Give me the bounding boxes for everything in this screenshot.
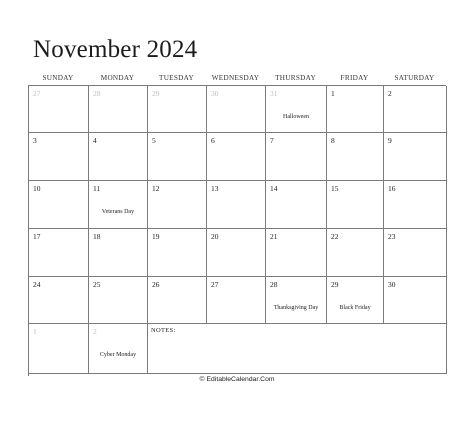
weekday-header-sunday: SUNDAY xyxy=(42,74,74,82)
day-number: 8 xyxy=(331,136,335,145)
footer-site-text: EditableCalendar.Com xyxy=(206,376,275,383)
day-number: 15 xyxy=(331,184,339,193)
day-number: 3 xyxy=(33,136,37,145)
day-number: 25 xyxy=(93,280,101,289)
day-cell xyxy=(384,277,447,324)
day-number: 14 xyxy=(270,184,278,193)
day-cell xyxy=(89,133,148,181)
day-cell xyxy=(327,181,384,229)
day-number: 12 xyxy=(152,184,160,193)
day-cell xyxy=(327,133,384,181)
day-cell xyxy=(207,181,266,229)
notes-area xyxy=(148,324,447,374)
day-number: 6 xyxy=(211,136,215,145)
day-number: 7 xyxy=(270,136,274,145)
day-number: 30 xyxy=(211,89,219,98)
day-cell xyxy=(89,324,148,374)
day-cell xyxy=(89,181,148,229)
day-cell xyxy=(266,133,327,181)
day-number: 30 xyxy=(388,280,396,289)
day-number: 19 xyxy=(152,232,160,241)
day-number: 27 xyxy=(211,280,219,289)
weekday-header-thursday: THURSDAY xyxy=(275,74,316,82)
day-cell xyxy=(384,181,447,229)
day-number: 1 xyxy=(33,327,37,336)
day-number: 31 xyxy=(270,89,278,98)
day-number: 20 xyxy=(211,232,219,241)
day-number: 10 xyxy=(33,184,41,193)
day-event-label: Cyber Monday xyxy=(99,352,137,358)
calendar-grid xyxy=(28,85,446,376)
day-number: 22 xyxy=(331,232,339,241)
day-number: 11 xyxy=(93,184,101,193)
day-number: 29 xyxy=(152,89,160,98)
day-cell xyxy=(266,277,327,324)
weekday-header-saturday: SATURDAY xyxy=(394,74,435,82)
day-number: 16 xyxy=(388,184,396,193)
day-cell xyxy=(29,86,89,133)
day-cell xyxy=(89,277,148,324)
day-number: 28 xyxy=(270,280,278,289)
day-cell xyxy=(266,86,327,133)
day-event-label: Black Friday xyxy=(339,305,371,311)
notes-label: NOTES: xyxy=(151,327,176,334)
day-cell xyxy=(266,229,327,277)
day-cell xyxy=(207,229,266,277)
day-cell xyxy=(384,133,447,181)
day-cell xyxy=(89,86,148,133)
day-cell xyxy=(89,229,148,277)
weekday-header-friday: FRIDAY xyxy=(340,74,369,82)
day-number: 27 xyxy=(33,89,41,98)
day-cell xyxy=(148,229,207,277)
day-cell xyxy=(29,277,89,324)
page-title: November 2024 xyxy=(33,36,198,63)
day-cell xyxy=(327,86,384,133)
day-cell xyxy=(148,86,207,133)
day-event-label: Veterans Day xyxy=(101,209,135,215)
footer-credit xyxy=(0,375,474,384)
day-cell xyxy=(207,86,266,133)
day-event-label: Thanksgiving Day xyxy=(273,305,319,311)
day-cell xyxy=(327,229,384,277)
day-event-label: Halloween xyxy=(283,114,309,120)
day-cell xyxy=(327,277,384,324)
day-number: 17 xyxy=(33,232,41,241)
day-number: 24 xyxy=(33,280,41,289)
weekday-header-monday: MONDAY xyxy=(100,74,135,82)
day-cell xyxy=(207,277,266,324)
day-number: 5 xyxy=(152,136,156,145)
day-cell xyxy=(266,181,327,229)
day-number: 13 xyxy=(211,184,219,193)
day-number: 4 xyxy=(93,136,97,145)
day-cell xyxy=(148,133,207,181)
day-number: 28 xyxy=(93,89,101,98)
copyright-icon: © xyxy=(199,376,205,383)
day-number: 9 xyxy=(388,136,392,145)
day-cell xyxy=(207,133,266,181)
day-number: 26 xyxy=(152,280,160,289)
day-cell xyxy=(29,229,89,277)
day-number: 1 xyxy=(331,89,335,98)
day-number: 23 xyxy=(388,232,396,241)
day-cell xyxy=(148,181,207,229)
weekday-header-row xyxy=(28,73,446,84)
day-number: 2 xyxy=(93,327,97,336)
day-cell xyxy=(384,86,447,133)
day-cell xyxy=(29,181,89,229)
day-number: 29 xyxy=(331,280,339,289)
weekday-header-wednesday: WEDNESDAY xyxy=(211,74,260,82)
day-cell xyxy=(384,229,447,277)
day-cell xyxy=(148,277,207,324)
day-number: 2 xyxy=(388,89,392,98)
day-number: 18 xyxy=(93,232,101,241)
day-number: 21 xyxy=(270,232,278,241)
day-cell xyxy=(29,324,89,374)
day-cell xyxy=(29,133,89,181)
weekday-header-tuesday: TUESDAY xyxy=(159,74,194,82)
